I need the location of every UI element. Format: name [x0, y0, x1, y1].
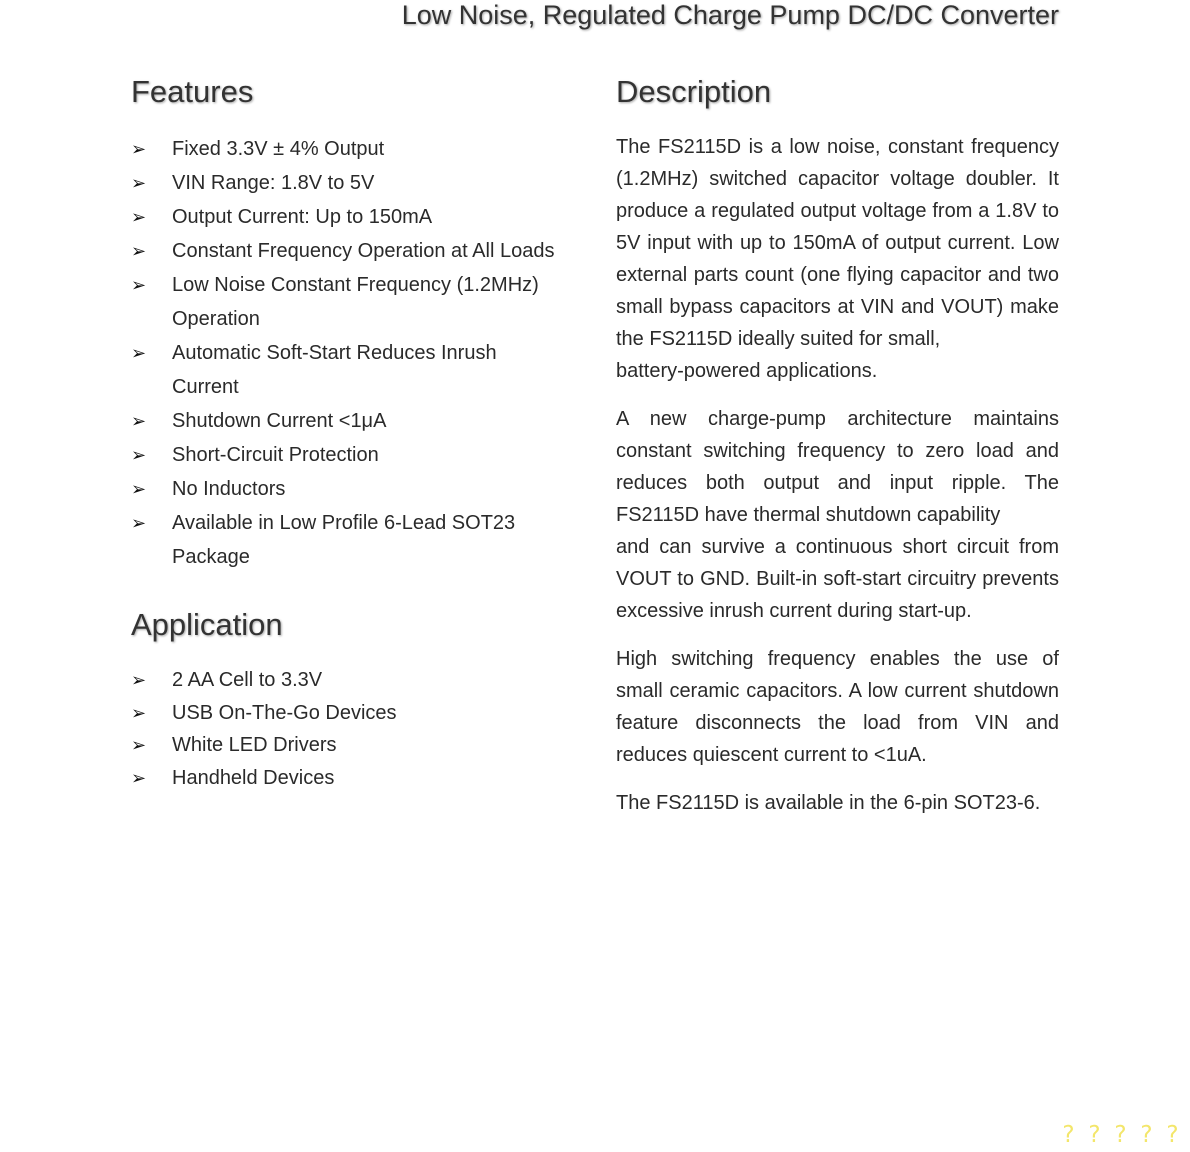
description-paragraph: The FS2115D is a low noise, constant frequency (1.2MHz) switched capacitor voltage doubler. It produce a regulated output voltage from a 1.8V to 5V input with up to 150mA of output current. Low external parts count (one flying capacitor and two small bypass capacitors at VIN and VOUT) make the FS2115D ideally suited for small, battery-powered applications. — [616, 136, 1059, 382]
watermark-glyph: ? — [1140, 1122, 1153, 1148]
feature-text: No Inductors — [172, 478, 286, 500]
application-item — [131, 697, 591, 730]
arrowhead-bullet-icon: ➢ — [131, 139, 147, 159]
description-paragraph: The FS2115D is available in the 6-pin SOT23-6. — [616, 792, 1041, 814]
feature-text: VIN Range: 1.8V to 5V — [172, 172, 375, 194]
application-list — [131, 664, 591, 794]
application-heading: Application — [131, 607, 283, 642]
arrowhead-bullet-icon: ➢ — [131, 207, 147, 227]
application-item — [131, 664, 591, 697]
application-item — [131, 762, 591, 795]
application-item — [131, 729, 591, 762]
application-text: White LED Drivers — [172, 734, 337, 756]
feature-item — [131, 132, 591, 166]
description-paragraph: High switching frequency enables the use of small ceramic capacitors. A low current shutdown feature disconnects the load from VIN and reduces quiescent current to <1uA. — [616, 648, 1059, 766]
arrowhead-bullet-icon: ➢ — [131, 479, 147, 499]
watermark-glyph: ? — [1114, 1122, 1127, 1148]
description-paragraph: A new charge-pump architecture maintains constant switching frequency to zero load and reduces both output and input ripple. The FS2115D have thermal shutdown capability and can survive a continuous short circuit from VOUT to GND. Built-in soft-start circuitry prevents excessive inrush current during start-up. — [616, 408, 1059, 622]
feature-text: Shutdown Current <1μA — [172, 410, 387, 432]
arrowhead-bullet-icon: ➢ — [131, 173, 147, 193]
feature-item — [131, 472, 591, 506]
feature-text: Automatic Soft-Start Reduces Inrush Current — [172, 342, 497, 398]
arrowhead-bullet-icon: ➢ — [131, 445, 147, 465]
feature-text: Fixed 3.3V ± 4% Output — [172, 138, 385, 160]
feature-text: Short-Circuit Protection — [172, 444, 379, 466]
application-text: 2 AA Cell to 3.3V — [172, 669, 323, 691]
description-body — [616, 131, 1059, 835]
arrowhead-bullet-icon: ➢ — [131, 513, 147, 533]
watermark-glyph: ? — [1062, 1122, 1075, 1148]
feature-item — [131, 506, 591, 574]
watermark-glyph: ? — [1166, 1122, 1179, 1148]
application-text: Handheld Devices — [172, 766, 335, 789]
feature-text: Constant Frequency Operation at All Loads — [172, 240, 555, 262]
feature-item — [131, 268, 591, 336]
arrowhead-bullet-icon: ➢ — [131, 275, 147, 295]
features-list — [131, 132, 591, 574]
description-heading: Description — [616, 74, 772, 109]
application-text: USB On-The-Go Devices — [172, 701, 397, 724]
watermark-glyph: ? — [1088, 1122, 1101, 1148]
feature-item — [131, 438, 591, 472]
feature-item — [131, 200, 591, 234]
arrowhead-bullet-icon: ➢ — [131, 702, 147, 723]
feature-text: Output Current: Up to 150mA — [172, 206, 433, 228]
features-heading: Features — [131, 74, 254, 109]
arrowhead-bullet-icon: ➢ — [131, 767, 147, 788]
feature-text: Available in Low Profile 6-Lead SOT23 Package — [172, 512, 516, 568]
arrowhead-bullet-icon: ➢ — [131, 343, 147, 363]
feature-item — [131, 234, 591, 268]
arrowhead-bullet-icon: ➢ — [131, 241, 147, 261]
arrowhead-bullet-icon: ➢ — [131, 670, 147, 690]
feature-item — [131, 336, 591, 404]
feature-item — [131, 166, 591, 200]
arrowhead-bullet-icon: ➢ — [131, 735, 147, 755]
arrowhead-bullet-icon: ➢ — [131, 411, 147, 431]
feature-item — [131, 404, 591, 438]
feature-text: Low Noise Constant Frequency (1.2MHz) Operation — [172, 274, 539, 330]
document-title: Low Noise, Regulated Charge Pump DC/DC Converter — [401, 0, 1059, 30]
watermark — [1057, 1123, 1184, 1148]
